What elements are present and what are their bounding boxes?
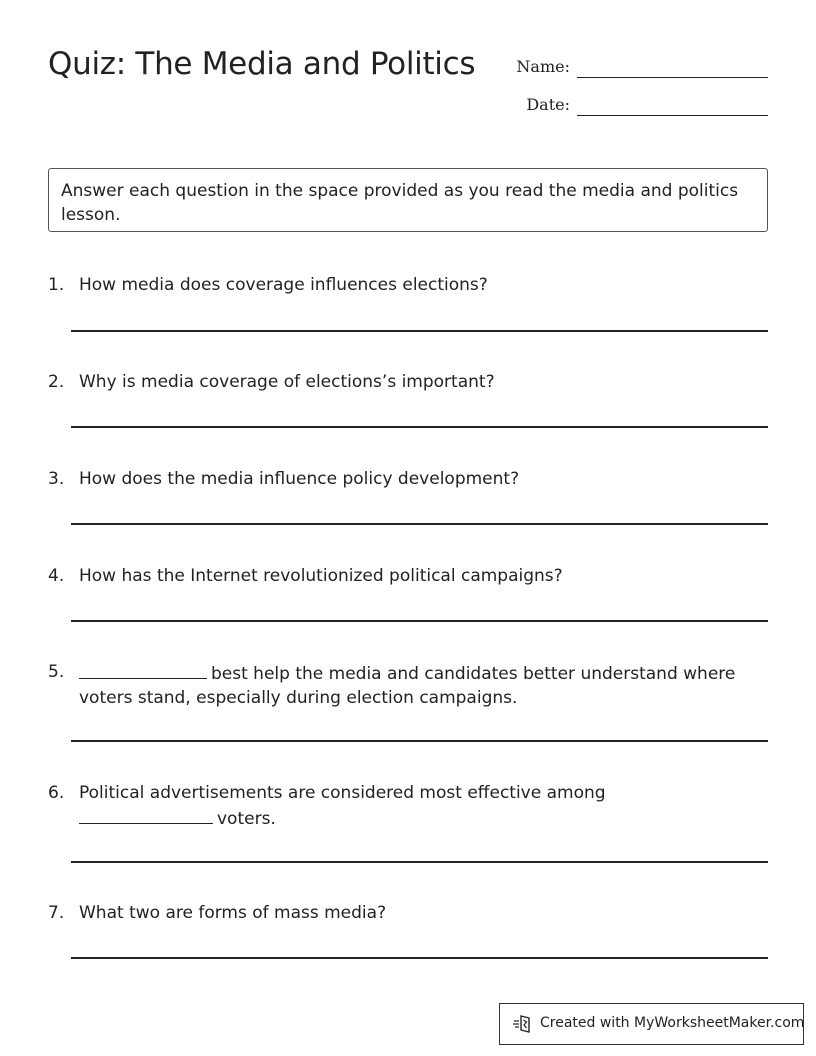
question-text: How media does coverage influences elections? bbox=[79, 275, 488, 295]
question-text bbox=[79, 660, 739, 710]
answer-line-5[interactable] bbox=[71, 740, 768, 742]
question-number: 4. bbox=[48, 566, 65, 586]
name-line[interactable] bbox=[577, 77, 768, 78]
question-number: 5. bbox=[48, 662, 65, 682]
question-text: What two are forms of mass media? bbox=[79, 903, 387, 923]
answer-line-6[interactable] bbox=[71, 861, 768, 863]
question-number: 3. bbox=[48, 469, 65, 489]
question-text-after-blank: voters. bbox=[217, 809, 276, 829]
fill-in-blank[interactable] bbox=[79, 660, 207, 679]
date-line[interactable] bbox=[577, 115, 768, 116]
date-label: Date: bbox=[526, 95, 570, 114]
answer-line-4[interactable] bbox=[71, 620, 768, 622]
fill-in-blank[interactable] bbox=[79, 805, 213, 824]
question-text: How does the media influence policy development? bbox=[79, 469, 520, 489]
question-text bbox=[79, 781, 739, 831]
question-text-before-blank: Political advertisements are considered most effective among bbox=[79, 783, 606, 803]
answer-line-2[interactable] bbox=[71, 426, 768, 428]
footer-badge[interactable] bbox=[499, 1003, 804, 1045]
question-number: 7. bbox=[48, 903, 65, 923]
question-number: 2. bbox=[48, 372, 65, 392]
myworksheetmaker-logo-icon bbox=[512, 1013, 534, 1035]
instructions-box: Answer each question in the space provided as you read the media and politics lesson. bbox=[48, 168, 768, 232]
answer-line-3[interactable] bbox=[71, 523, 768, 525]
question-text-after-blank: best help the media and candidates better understand where voters stand, especially during election campaigns. bbox=[79, 664, 736, 708]
page-title: Quiz: The Media and Politics bbox=[48, 46, 476, 82]
name-label: Name: bbox=[516, 57, 570, 76]
name-field[interactable] bbox=[500, 54, 768, 78]
question-number: 6. bbox=[48, 783, 65, 803]
question-number: 1. bbox=[48, 275, 65, 295]
answer-line-1[interactable] bbox=[71, 330, 768, 332]
question-text: How has the Internet revolutionized political campaigns? bbox=[79, 566, 563, 586]
question-text: Why is media coverage of elections’s important? bbox=[79, 372, 495, 392]
date-field[interactable] bbox=[500, 92, 768, 116]
footer-text: Created with MyWorksheetMaker.com bbox=[540, 1015, 805, 1031]
answer-line-7[interactable] bbox=[71, 957, 768, 959]
